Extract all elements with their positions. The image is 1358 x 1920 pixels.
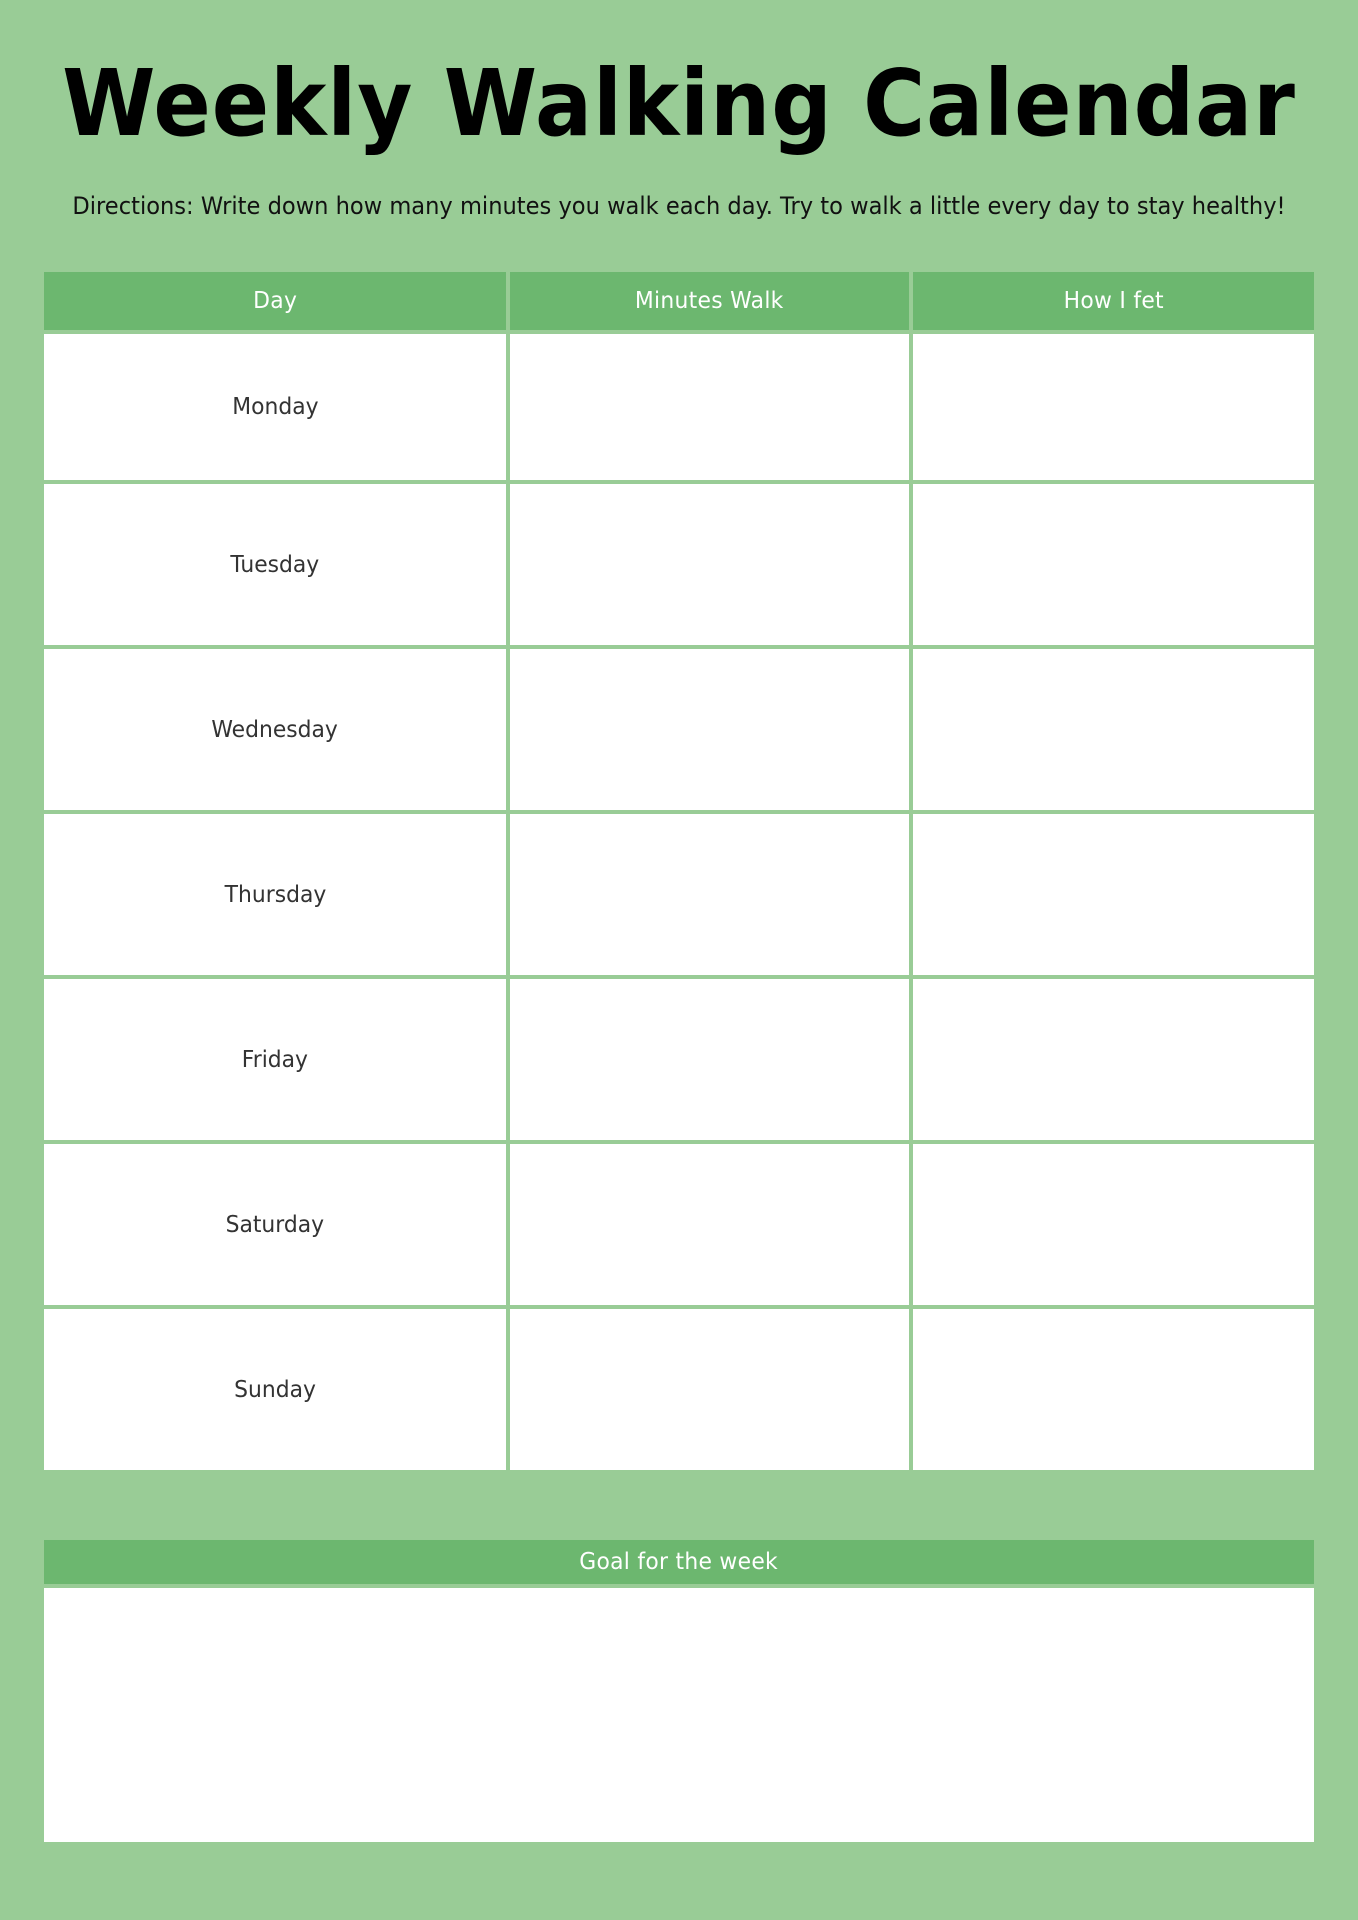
day-cell-tuesday — [44, 484, 510, 645]
table-header-row — [44, 272, 1314, 330]
feeling-input-wednesday[interactable] — [913, 649, 1314, 810]
directions-text: Directions: Write down how many minutes you walk each day. Try to walk a little every day to stay healthy! — [72, 192, 1286, 220]
column-header-minutes-walk-label: Minutes Walk — [635, 288, 784, 314]
day-label: Saturday — [225, 1211, 325, 1238]
column-header-how-i-felt-label: How I fet — [1063, 288, 1164, 314]
feeling-input-tuesday[interactable] — [913, 484, 1314, 645]
goal-header-label: Goal for the week — [579, 1549, 779, 1575]
table-row — [44, 1144, 1314, 1305]
table-row — [44, 979, 1314, 1140]
day-cell-sunday — [44, 1309, 510, 1470]
feeling-input-saturday[interactable] — [913, 1144, 1314, 1305]
minutes-input-saturday[interactable] — [510, 1144, 913, 1305]
minutes-input-wednesday[interactable] — [510, 649, 913, 810]
column-header-minutes-walk — [510, 272, 913, 330]
day-label: Friday — [241, 1046, 309, 1073]
feeling-input-sunday[interactable] — [913, 1309, 1314, 1470]
minutes-input-tuesday[interactable] — [510, 484, 913, 645]
column-header-how-i-felt — [913, 272, 1314, 330]
table-row — [44, 814, 1314, 975]
day-label: Monday — [231, 394, 319, 420]
minutes-input-monday[interactable] — [510, 334, 913, 480]
feeling-input-monday[interactable] — [913, 334, 1314, 480]
day-cell-wednesday — [44, 649, 510, 810]
goal-input[interactable] — [44, 1588, 1314, 1842]
minutes-input-sunday[interactable] — [510, 1309, 913, 1470]
column-header-day-label: Day — [252, 288, 297, 314]
table-row — [44, 649, 1314, 810]
minutes-input-thursday[interactable] — [510, 814, 913, 975]
day-label: Tuesday — [230, 551, 320, 578]
goal-section — [44, 1540, 1314, 1842]
day-cell-friday — [44, 979, 510, 1140]
day-cell-monday — [44, 334, 510, 480]
goal-header — [44, 1540, 1314, 1584]
page-title: Weekly Walking Calendar — [62, 50, 1296, 157]
minutes-input-friday[interactable] — [510, 979, 913, 1140]
day-label: Sunday — [234, 1376, 316, 1403]
table-row — [44, 334, 1314, 480]
table-body — [44, 330, 1314, 1470]
day-label: Wednesday — [211, 716, 339, 743]
feeling-input-thursday[interactable] — [913, 814, 1314, 975]
column-header-day — [44, 272, 510, 330]
day-cell-thursday — [44, 814, 510, 975]
table-row — [44, 1309, 1314, 1470]
table-row — [44, 484, 1314, 645]
feeling-input-friday[interactable] — [913, 979, 1314, 1140]
weekly-walking-table — [44, 272, 1314, 1470]
day-cell-saturday — [44, 1144, 510, 1305]
day-label: Thursday — [224, 881, 326, 908]
